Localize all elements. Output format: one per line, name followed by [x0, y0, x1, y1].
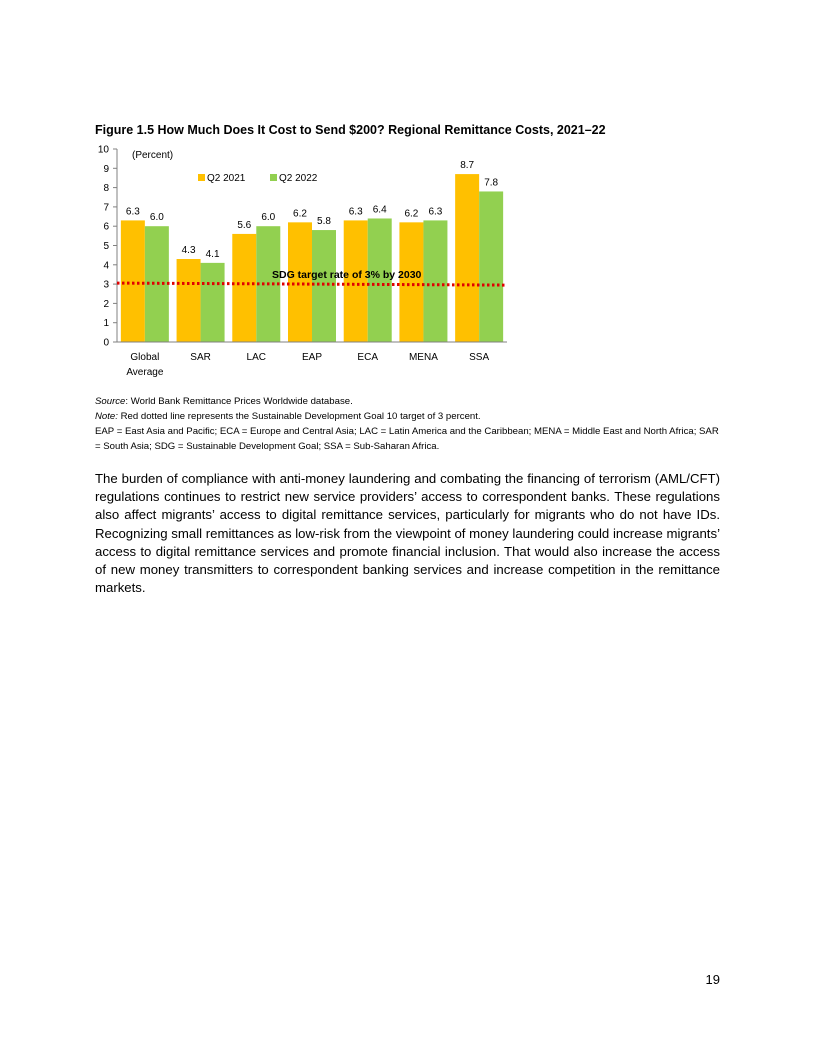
bar-value-label: 6.0 [149, 212, 164, 224]
bar [399, 222, 423, 342]
abbreviations: EAP = East Asia and Pacific; ECA = Europe and Central Asia; LAC = Latin America and the Caribbean; MENA = Middle East and North Africa; SAR = South Asia; SDG = Sustainable Development Goal; SSA = Sub-Saharan Africa. [95, 426, 719, 452]
body-paragraph: The burden of compliance with anti-money laundering and combating the financing of terrorism (AML/CFT) regulations continues to restrict new service providers’ access to correspondent banks. These regulations also affect migrants’ access to digital remittance services, particularly for migrants who do not have IDs. Recognizing small remittances as low-risk from the viewpoint of money laundering could increase migrants’ access to digital remittance services and promote financial inclusion. That would also increase the access of new money transmitters to correspondent banking services and increase competition in the remittance markets. [95, 471, 720, 596]
bar [288, 222, 312, 342]
bar-value-label: 6.0 [261, 212, 276, 224]
bar [232, 234, 256, 342]
y-tick-label: 8 [103, 183, 109, 195]
x-tick-label: Average [126, 367, 164, 378]
y-tick-label: 2 [103, 298, 109, 310]
bar [455, 174, 479, 342]
note-label: Note: [95, 411, 118, 422]
y-tick-label: 5 [103, 241, 109, 252]
note-line [95, 409, 720, 424]
bar [201, 263, 225, 342]
x-tick-label: MENA [408, 352, 438, 363]
figure-title: Figure 1.5 How Much Does It Cost to Send $200? Regional Remittance Costs, 2021–22 [95, 123, 606, 137]
y-axis [98, 145, 117, 349]
page-number: 19 [705, 972, 720, 987]
sdg-target-label: SDG target rate of 3% by 2030 [272, 269, 422, 282]
legend-swatch [270, 174, 277, 181]
source-label: Source [95, 396, 126, 407]
bars [121, 174, 503, 342]
remittance-cost-bar-chart [80, 140, 520, 385]
legend-swatch [198, 174, 205, 181]
bar-value-label: 4.3 [181, 245, 196, 257]
legend-label: Q2 2021 [207, 173, 246, 184]
source-note [95, 394, 720, 409]
bar-value-label: 5.8 [317, 216, 331, 228]
legend [198, 173, 318, 184]
bar-value-label: 6.3 [428, 206, 443, 218]
source-text: : World Bank Remittance Prices Worldwide database. [125, 396, 353, 407]
bar-value-label: 7.8 [484, 177, 499, 189]
bar [423, 220, 447, 342]
bar [479, 191, 503, 342]
y-tick-label: 6 [103, 221, 109, 233]
y-tick-label: 0 [103, 337, 109, 349]
y-tick-label: 1 [103, 318, 109, 330]
figure-notes [95, 394, 720, 454]
bar [121, 220, 145, 342]
y-tick-label: 7 [103, 202, 109, 214]
x-tick-label: SSA [469, 352, 490, 363]
bar-value-label: 6.2 [293, 208, 307, 220]
note-text: Red dotted line represents the Sustainable Development Goal 10 target of 3 percent. [117, 411, 481, 422]
y-tick-label: 4 [103, 260, 109, 272]
x-tick-label: SAR [190, 352, 211, 363]
bar [177, 259, 201, 342]
bar-value-label: 5.6 [237, 219, 252, 231]
legend-label: Q2 2022 [279, 173, 318, 184]
bar-value-label: 6.3 [125, 206, 140, 218]
bar-value-label: 4.1 [205, 248, 220, 260]
bar-value-label: 6.4 [372, 204, 387, 216]
bar-value-label: 6.3 [348, 206, 363, 218]
x-axis [117, 342, 507, 378]
x-tick-label: LAC [246, 352, 267, 363]
bar-value-label: 6.2 [404, 208, 419, 220]
bar [344, 220, 368, 342]
y-axis-label: (Percent) [132, 150, 174, 161]
y-tick-label: 9 [103, 163, 109, 175]
bar-value-label: 8.7 [460, 160, 475, 172]
x-tick-label: ECA [357, 352, 378, 363]
x-tick-label: EAP [301, 352, 323, 363]
x-tick-label: Global [130, 352, 160, 363]
y-tick-label: 10 [97, 144, 109, 156]
bar [312, 230, 336, 342]
y-tick-label: 3 [103, 279, 109, 291]
